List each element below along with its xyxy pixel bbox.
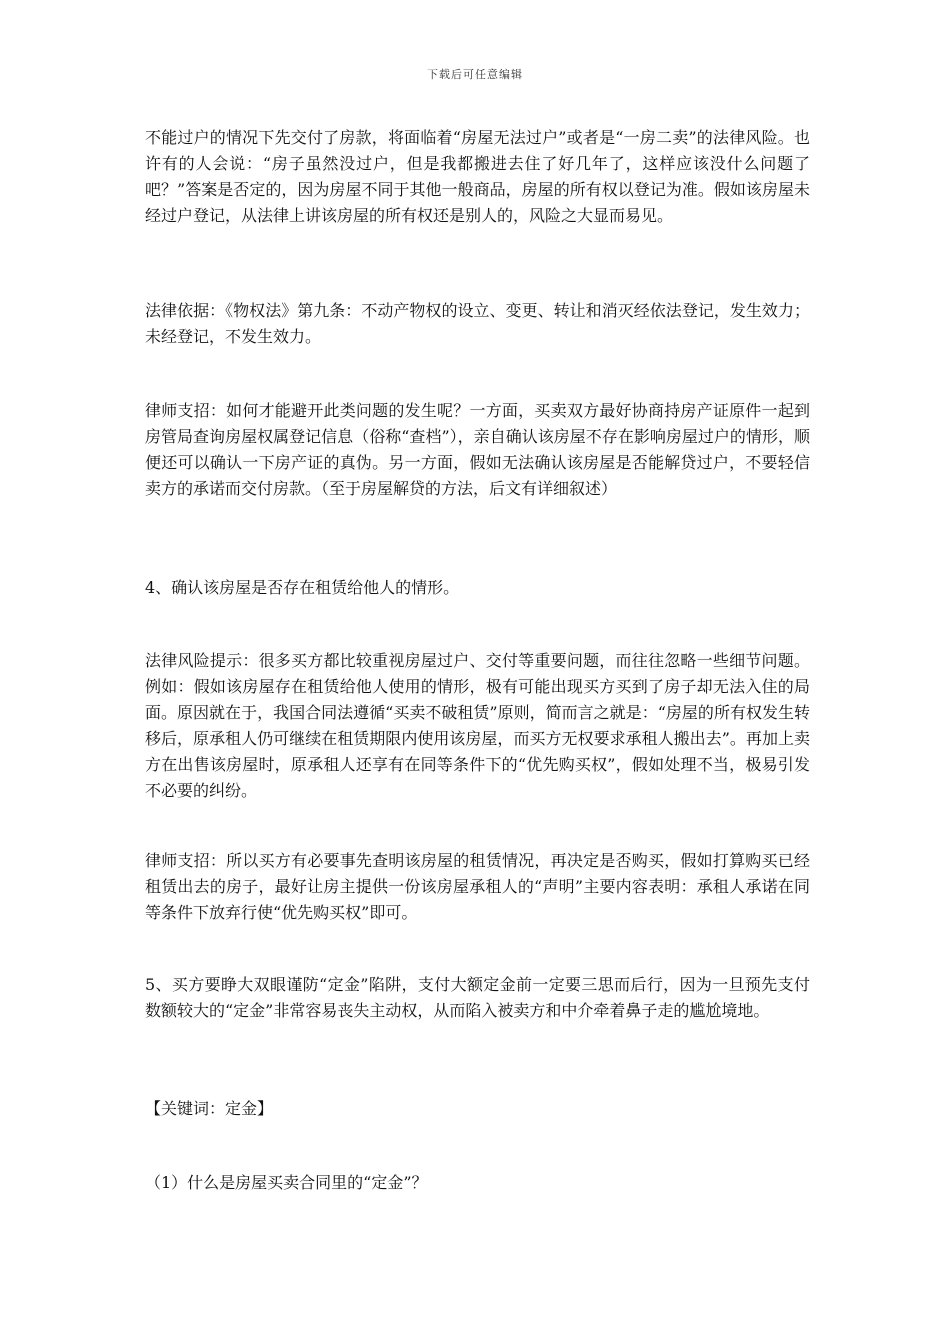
paragraph-legal-risk: 法律风险提示：很多买方都比较重视房屋过户、交付等重要问题，而往往忽略一些细节问题。例如：假如该房屋存在租赁给他人使用的情形，极有可能出现买方买到了房子却无法入住的局面。原因就在于，我国合同法遵循“买卖不破租赁”原则，简而言之就是：“房屋的所有权发生转移后，原承租人仍可继续在租赁期限内使用该房屋，而买方无权要求承租人搬出去”。再加上卖方在出售该房屋时，原承租人还享有在同等条件下的“优先购买权”，假如处理不当，极易引发不必要的纠纷。 (145, 651, 810, 800)
paragraph-question-1: （1）什么是房屋买卖合同里的“定金”？ (145, 1173, 428, 1192)
page-header: 下载后可任意编辑 (427, 68, 523, 81)
paragraph-lawyer-advice-1: 律师支招：如何才能避开此类问题的发生呢？一方面，买卖双方最好协商持房产证原件一起到房管局查询房屋权属登记信息（俗称“查档”），亲自确认该房屋不存在影响房屋过户的情形，顺便还可以确认一下房产证的真伪。另一方面，假如无法确认该房屋是否能解贷过户，不要轻信卖方的承诺而交付房款。（至于房屋解贷的方法，后文有详细叙述） (145, 401, 810, 498)
paragraph-section-5: 5、买方要睁大双眼谨防“定金”陷阱，支付大额定金前一定要三思而后行，因为一旦预先支付数额较大的“定金”非常容易丧失主动权，从而陷入被卖方和中介牵着鼻子走的尴尬境地。 (145, 975, 810, 1020)
paragraph-legal-basis: 法律依据：《物权法》第九条：不动产物权的设立、变更、转让和消灭经依法登记，发生效力；未经登记，不发生效力。 (145, 301, 810, 346)
paragraph-lawyer-advice-2: 律师支招：所以买方有必要事先查明该房屋的租赁情况，再决定是否购买，假如打算购买已经租赁出去的房子，最好让房主提供一份该房屋承租人的“声明”主要内容表明：承租人承诺在同等条件下放弃行使“优先购买权”即可。 (145, 851, 810, 922)
paragraph-section-4: 4、确认该房屋是否存在租赁给他人的情形。 (145, 578, 460, 597)
paragraph-keyword: 【关键词：定金】 (145, 1099, 274, 1118)
paragraph-title-risk: 不能过户的情况下先交付了房款，将面临着“房屋无法过户”或者是“一房二卖”的法律风险。也许有的人会说：“房子虽然没过户，但是我都搬进去住了好几年了，这样应该没什么问题了吧？”答案是否定的，因为房屋不同于其他一般商品，房屋的所有权以登记为准。假如该房屋未经过户登记，从法律上讲该房屋的所有权还是别人的，风险之大显而易见。 (145, 128, 810, 225)
